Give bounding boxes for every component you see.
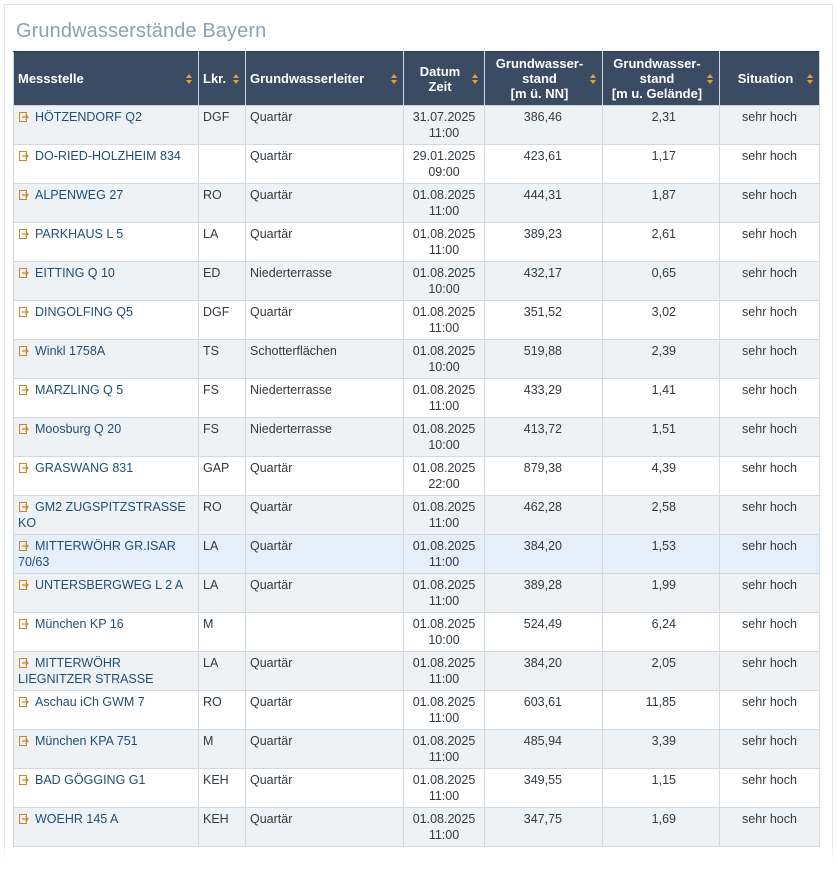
cell-aquifer: Quartär (246, 808, 404, 847)
cell-station[interactable] (14, 691, 199, 730)
cell-level-nn: 413,72 (485, 418, 603, 457)
cell-station[interactable] (14, 379, 199, 418)
cell-time: 22:00 (428, 477, 460, 491)
cell-station[interactable] (14, 301, 199, 340)
cell-situation: sehr hoch (720, 106, 820, 145)
cell-level-nn: 879,38 (485, 457, 603, 496)
column-header-label: Grundwasser- (613, 56, 701, 71)
cell-date: 29.01.2025 (412, 149, 476, 163)
external-link-icon[interactable] (19, 734, 29, 744)
cell-district: M (199, 613, 246, 652)
column-header-label: stand (522, 71, 557, 86)
cell-time: 11:00 (428, 828, 460, 842)
table-header-row (14, 52, 820, 106)
external-link-icon[interactable] (19, 188, 29, 198)
cell-datetime (404, 769, 485, 808)
external-link-icon[interactable] (19, 578, 29, 588)
station-link[interactable]: München KP 16 (35, 617, 124, 631)
cell-date: 01.08.2025 (412, 344, 476, 358)
cell-district (199, 145, 246, 184)
cell-level-nn: 524,49 (485, 613, 603, 652)
external-link-icon[interactable] (19, 695, 29, 705)
cell-time: 11:00 (428, 711, 460, 725)
station-link[interactable]: EITTING Q 10 (35, 266, 115, 280)
cell-station[interactable] (14, 730, 199, 769)
cell-time: 10:00 (428, 633, 460, 647)
table-row[interactable] (14, 496, 820, 535)
cell-situation: sehr hoch (720, 184, 820, 223)
cell-station[interactable] (14, 262, 199, 301)
cell-level-ground: 1,17 (603, 145, 720, 184)
cell-datetime (404, 691, 485, 730)
column-header-label: Grundwasser- (495, 56, 584, 71)
cell-level-ground: 0,65 (603, 262, 720, 301)
column-header-aquifer[interactable] (246, 52, 404, 106)
cell-situation: sehr hoch (720, 262, 820, 301)
station-link[interactable]: MARZLING Q 5 (35, 383, 124, 397)
external-link-icon[interactable] (19, 344, 29, 354)
external-link-icon[interactable] (19, 500, 29, 510)
station-link[interactable]: PARKHAUS L 5 (35, 227, 124, 241)
cell-situation: sehr hoch (720, 535, 820, 574)
cell-time: 11:00 (428, 399, 460, 413)
cell-situation: sehr hoch (720, 574, 820, 613)
cell-time: 11:00 (428, 243, 460, 257)
table-row[interactable] (14, 808, 820, 847)
column-header-label: [m ü. NN] (510, 86, 569, 101)
cell-station[interactable] (14, 535, 199, 574)
cell-situation: sehr hoch (720, 340, 820, 379)
cell-datetime (404, 223, 485, 262)
cell-date: 01.08.2025 (412, 188, 476, 202)
external-link-icon[interactable] (19, 812, 29, 822)
cell-date: 01.08.2025 (412, 812, 476, 826)
cell-situation: sehr hoch (720, 652, 820, 691)
external-link-icon[interactable] (19, 149, 29, 159)
cell-district: KEH (199, 808, 246, 847)
column-header-datetime[interactable] (404, 52, 485, 106)
cell-aquifer: Quartär (246, 574, 404, 613)
cell-level-nn: 384,20 (485, 652, 603, 691)
cell-situation: sehr hoch (720, 418, 820, 457)
external-link-icon[interactable] (19, 383, 29, 393)
column-header-label: Grundwasserleiter (250, 71, 365, 86)
cell-aquifer: Niederterrasse (246, 262, 404, 301)
station-link[interactable]: MITTERWÖHR LIEGNITZER STRASSE (18, 656, 154, 686)
cell-district: RO (199, 184, 246, 223)
cell-station[interactable] (14, 106, 199, 145)
cell-aquifer: Niederterrasse (246, 379, 404, 418)
cell-date: 31.07.2025 (412, 110, 476, 124)
cell-level-nn: 519,88 (485, 340, 603, 379)
station-link[interactable]: MITTERWÖHR GR.ISAR 70/63 (18, 539, 176, 569)
cell-datetime (404, 535, 485, 574)
column-header-label: stand (639, 71, 675, 86)
cell-aquifer: Quartär (246, 223, 404, 262)
sort-arrows-icon[interactable] (391, 74, 397, 84)
cell-datetime (404, 496, 485, 535)
groundwater-table-container (13, 51, 819, 847)
cell-level-ground: 2,61 (603, 223, 720, 262)
cell-time: 09:00 (428, 165, 460, 179)
cell-datetime (404, 262, 485, 301)
external-link-icon[interactable] (19, 266, 29, 276)
cell-district: DGF (199, 301, 246, 340)
cell-district: LA (199, 652, 246, 691)
cell-date: 01.08.2025 (412, 461, 476, 475)
cell-situation: sehr hoch (720, 223, 820, 262)
cell-datetime (404, 184, 485, 223)
cell-level-ground: 2,58 (603, 496, 720, 535)
cell-datetime (404, 808, 485, 847)
station-link[interactable]: München KPA 751 (35, 734, 138, 748)
cell-level-nn: 433,29 (485, 379, 603, 418)
cell-datetime (404, 457, 485, 496)
external-link-icon[interactable] (19, 227, 29, 237)
cell-station[interactable] (14, 184, 199, 223)
cell-datetime (404, 301, 485, 340)
cell-datetime (404, 652, 485, 691)
cell-date: 01.08.2025 (412, 305, 476, 319)
table-row[interactable] (14, 574, 820, 613)
station-link[interactable]: Aschau iCh GWM 7 (35, 695, 145, 709)
cell-datetime (404, 340, 485, 379)
cell-station[interactable] (14, 418, 199, 457)
cell-situation: sehr hoch (720, 613, 820, 652)
table-row[interactable] (14, 262, 820, 301)
cell-datetime (404, 379, 485, 418)
table-body (14, 106, 820, 847)
cell-district: RO (199, 691, 246, 730)
groundwater-table (13, 51, 820, 847)
cell-date: 01.08.2025 (412, 539, 476, 553)
cell-station[interactable] (14, 496, 199, 535)
cell-date: 01.08.2025 (412, 383, 476, 397)
table-row[interactable] (14, 769, 820, 808)
cell-level-nn: 347,75 (485, 808, 603, 847)
station-link[interactable]: WOEHR 145 A (35, 812, 119, 826)
table-row[interactable] (14, 457, 820, 496)
cell-time: 11:00 (428, 594, 460, 608)
cell-level-ground: 1,69 (603, 808, 720, 847)
cell-date: 01.08.2025 (412, 656, 476, 670)
cell-situation: sehr hoch (720, 457, 820, 496)
cell-district: LA (199, 535, 246, 574)
cell-level-ground: 2,31 (603, 106, 720, 145)
table-row[interactable] (14, 535, 820, 574)
sort-arrows-icon[interactable] (472, 74, 478, 84)
column-header-label: Lkr. (203, 71, 227, 86)
cell-district: TS (199, 340, 246, 379)
cell-station[interactable] (14, 223, 199, 262)
table-row[interactable] (14, 106, 820, 145)
external-link-icon[interactable] (19, 422, 29, 432)
column-header-district[interactable] (199, 52, 246, 106)
cell-time: 10:00 (428, 282, 460, 296)
cell-level-ground: 1,15 (603, 769, 720, 808)
cell-district: M (199, 730, 246, 769)
cell-aquifer: Quartär (246, 106, 404, 145)
column-header-label: Datum (419, 63, 461, 79)
column-header-situation[interactable] (720, 52, 820, 106)
external-link-icon[interactable] (19, 110, 29, 120)
table-row[interactable] (14, 418, 820, 457)
cell-level-nn: 423,61 (485, 145, 603, 184)
external-link-icon[interactable] (19, 539, 29, 549)
cell-datetime (404, 418, 485, 457)
cell-aquifer: Quartär (246, 691, 404, 730)
external-link-icon[interactable] (19, 305, 29, 315)
external-link-icon[interactable] (19, 773, 29, 783)
table-row[interactable] (14, 730, 820, 769)
cell-district: GAP (199, 457, 246, 496)
page-title: Grundwasserstände Bayern (16, 20, 267, 42)
cell-time: 11:00 (428, 204, 460, 218)
cell-station[interactable] (14, 145, 199, 184)
cell-time: 10:00 (428, 360, 460, 374)
cell-aquifer: Quartär (246, 652, 404, 691)
cell-aquifer (246, 613, 404, 652)
cell-station[interactable] (14, 457, 199, 496)
sort-arrows-icon[interactable] (807, 74, 813, 84)
station-link[interactable]: Moosburg Q 20 (35, 422, 122, 436)
cell-situation: sehr hoch (720, 379, 820, 418)
cell-level-nn: 384,20 (485, 535, 603, 574)
station-link[interactable]: BAD GÖGGING G1 (35, 773, 146, 787)
table-row[interactable] (14, 184, 820, 223)
cell-station[interactable] (14, 613, 199, 652)
cell-station[interactable] (14, 808, 199, 847)
cell-aquifer: Quartär (246, 535, 404, 574)
column-header-label: Zeit (428, 78, 452, 94)
station-link[interactable]: DINGOLFING Q5 (35, 305, 133, 319)
sort-arrows-icon[interactable] (233, 74, 239, 84)
cell-situation: sehr hoch (720, 301, 820, 340)
table-row[interactable] (14, 145, 820, 184)
sort-arrows-icon[interactable] (590, 74, 596, 84)
cell-date: 01.08.2025 (412, 617, 476, 631)
cell-date: 01.08.2025 (412, 734, 476, 748)
external-link-icon[interactable] (19, 656, 29, 666)
column-header-level-nn[interactable] (485, 52, 603, 106)
column-header-station[interactable] (14, 52, 199, 106)
cell-level-nn: 349,55 (485, 769, 603, 808)
cell-aquifer: Quartär (246, 769, 404, 808)
cell-datetime (404, 145, 485, 184)
cell-time: 11:00 (428, 516, 460, 530)
cell-date: 01.08.2025 (412, 422, 476, 436)
cell-level-ground: 2,39 (603, 340, 720, 379)
column-header-label: Situation (737, 71, 794, 86)
cell-level-nn: 444,31 (485, 184, 603, 223)
sort-arrows-icon[interactable] (707, 74, 713, 84)
cell-situation: sehr hoch (720, 145, 820, 184)
cell-datetime (404, 106, 485, 145)
cell-level-ground: 2,05 (603, 652, 720, 691)
cell-time: 11:00 (428, 126, 460, 140)
cell-level-nn: 603,61 (485, 691, 603, 730)
column-header-level-ground[interactable] (603, 52, 720, 106)
station-link[interactable]: GRASWANG 831 (35, 461, 134, 475)
cell-district: ED (199, 262, 246, 301)
station-link[interactable]: ALPENWEG 27 (35, 188, 124, 202)
cell-datetime (404, 613, 485, 652)
cell-level-nn: 432,17 (485, 262, 603, 301)
sort-arrows-icon[interactable] (186, 74, 192, 84)
cell-aquifer: Niederterrasse (246, 418, 404, 457)
cell-time: 11:00 (428, 321, 460, 335)
station-link[interactable]: Winkl 1758A (35, 344, 106, 358)
cell-level-ground: 1,87 (603, 184, 720, 223)
cell-level-nn: 389,28 (485, 574, 603, 613)
external-link-icon[interactable] (19, 617, 29, 627)
cell-aquifer: Quartär (246, 496, 404, 535)
cell-level-nn: 351,52 (485, 301, 603, 340)
cell-aquifer: Quartär (246, 301, 404, 340)
table-row[interactable] (14, 652, 820, 691)
cell-district: DGF (199, 106, 246, 145)
station-link[interactable]: HÖTZENDORF Q2 (35, 110, 142, 124)
cell-date: 01.08.2025 (412, 695, 476, 709)
cell-time: 11:00 (428, 672, 460, 686)
station-link[interactable]: GM2 ZUGSPITZSTRASSE KO (18, 500, 186, 530)
cell-level-ground: 3,39 (603, 730, 720, 769)
cell-level-ground: 1,53 (603, 535, 720, 574)
table-row[interactable] (14, 379, 820, 418)
table-row[interactable] (14, 340, 820, 379)
cell-level-ground: 1,99 (603, 574, 720, 613)
cell-station[interactable] (14, 574, 199, 613)
scroll-fade-overlay (0, 848, 837, 870)
cell-aquifer: Quartär (246, 184, 404, 223)
cell-level-nn: 386,46 (485, 106, 603, 145)
cell-level-nn: 389,23 (485, 223, 603, 262)
cell-level-ground: 3,02 (603, 301, 720, 340)
cell-station[interactable] (14, 340, 199, 379)
table-row[interactable] (14, 301, 820, 340)
cell-district: LA (199, 574, 246, 613)
cell-station[interactable] (14, 769, 199, 808)
cell-district: FS (199, 418, 246, 457)
cell-date: 01.08.2025 (412, 773, 476, 787)
cell-time: 11:00 (428, 555, 460, 569)
table-row[interactable] (14, 223, 820, 262)
cell-date: 01.08.2025 (412, 500, 476, 514)
cell-district: LA (199, 223, 246, 262)
cell-station[interactable] (14, 652, 199, 691)
cell-time: 11:00 (428, 789, 460, 803)
cell-datetime (404, 574, 485, 613)
cell-situation: sehr hoch (720, 769, 820, 808)
column-header-label: Messstelle (18, 71, 84, 86)
cell-time: 11:00 (428, 750, 460, 764)
cell-date: 01.08.2025 (412, 266, 476, 280)
station-link[interactable]: UNTERSBERGWEG L 2 A (35, 578, 184, 592)
cell-level-nn: 462,28 (485, 496, 603, 535)
cell-situation: sehr hoch (720, 691, 820, 730)
cell-aquifer: Quartär (246, 730, 404, 769)
column-header-label: [m u. Gelände] (611, 86, 703, 101)
cell-situation: sehr hoch (720, 496, 820, 535)
table-row[interactable] (14, 613, 820, 652)
cell-time: 10:00 (428, 438, 460, 452)
cell-aquifer: Quartär (246, 145, 404, 184)
station-link[interactable]: DO-RIED-HOLZHEIM 834 (35, 149, 181, 163)
cell-aquifer: Quartär (246, 457, 404, 496)
cell-level-ground: 11,85 (603, 691, 720, 730)
external-link-icon[interactable] (19, 461, 29, 471)
cell-level-ground: 4,39 (603, 457, 720, 496)
cell-level-ground: 1,41 (603, 379, 720, 418)
cell-date: 01.08.2025 (412, 578, 476, 592)
cell-aquifer: Schotterflächen (246, 340, 404, 379)
cell-district: KEH (199, 769, 246, 808)
cell-district: FS (199, 379, 246, 418)
cell-date: 01.08.2025 (412, 227, 476, 241)
cell-level-ground: 1,51 (603, 418, 720, 457)
cell-situation: sehr hoch (720, 730, 820, 769)
cell-district: RO (199, 496, 246, 535)
cell-level-ground: 6,24 (603, 613, 720, 652)
table-row[interactable] (14, 691, 820, 730)
cell-datetime (404, 730, 485, 769)
cell-level-nn: 485,94 (485, 730, 603, 769)
cell-situation: sehr hoch (720, 808, 820, 847)
